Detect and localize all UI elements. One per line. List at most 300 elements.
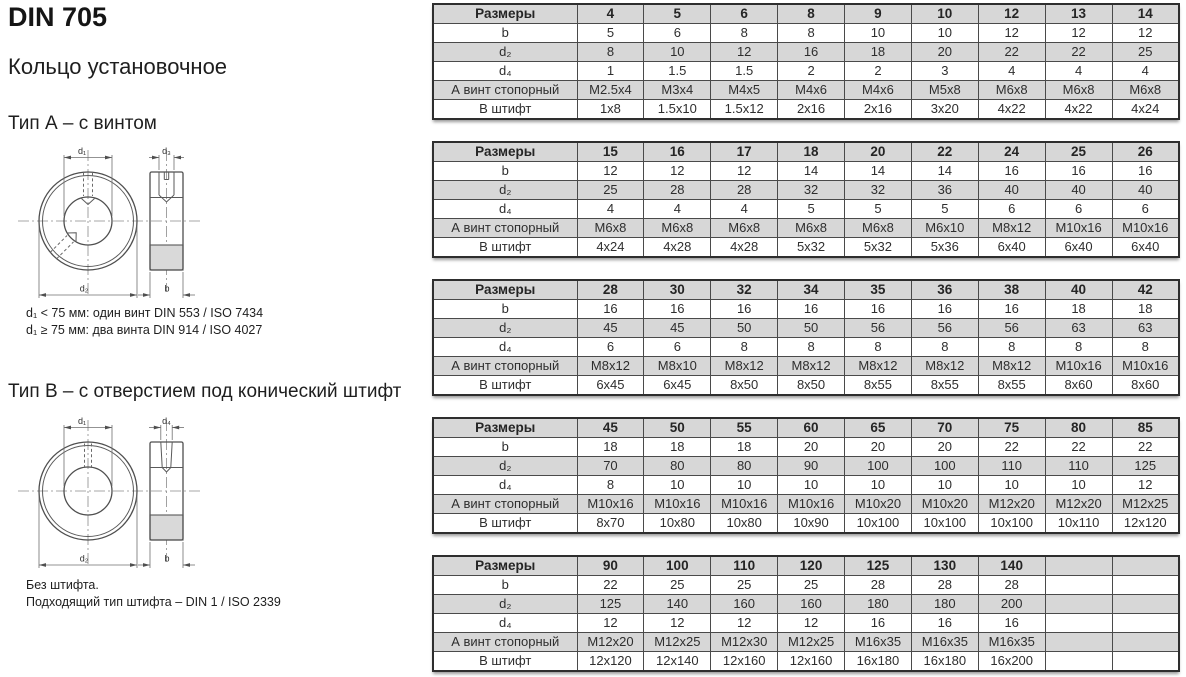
size-cell: 125 [1112, 457, 1179, 476]
note-line: Без штифта. [26, 578, 99, 592]
size-cell: 22 [1112, 438, 1179, 457]
size-cell: 14 [778, 162, 845, 181]
size-cell: 16 [778, 43, 845, 62]
size-cell [1112, 614, 1179, 633]
size-cell: 5 [644, 4, 711, 24]
table-row [433, 319, 1179, 338]
type-a-drawing [10, 142, 220, 304]
table-header-row [433, 418, 1179, 438]
size-tables [432, 3, 1180, 672]
size-cell: 22 [1045, 43, 1112, 62]
size-cell: M8x12 [978, 357, 1045, 376]
type-a-heading: Тип А – с винтом [8, 113, 157, 134]
size-cell [1045, 633, 1112, 652]
size-cell: 160 [778, 595, 845, 614]
size-cell: 8 [778, 24, 845, 43]
size-cell: 4x22 [978, 100, 1045, 120]
row-label: d₂ [433, 181, 577, 200]
size-cell: 12 [978, 4, 1045, 24]
size-cell: M6x8 [711, 219, 778, 238]
size-cell: M10x16 [1045, 219, 1112, 238]
size-cell: 4x22 [1045, 100, 1112, 120]
size-cell: 6 [1045, 200, 1112, 219]
size-cell: M10x16 [711, 495, 778, 514]
size-cell: 22 [978, 438, 1045, 457]
size-cell: 32 [778, 181, 845, 200]
row-label: b [433, 162, 577, 181]
size-cell: 13 [1045, 4, 1112, 24]
size-cell: 90 [778, 457, 845, 476]
size-cell: M6x8 [978, 81, 1045, 100]
table-row [433, 476, 1179, 495]
size-cell: 15 [577, 142, 644, 162]
size-cell: 12 [644, 162, 711, 181]
size-cell: 12x160 [778, 652, 845, 672]
size-cell: 6 [1112, 200, 1179, 219]
size-cell: 4 [1045, 62, 1112, 81]
size-cell: M6x8 [845, 219, 912, 238]
size-cell: 50 [778, 319, 845, 338]
size-cell: M16x35 [845, 633, 912, 652]
size-cell: 12 [1045, 24, 1112, 43]
size-cell: 18 [778, 142, 845, 162]
dim-label-d1: d₁ [77, 146, 87, 156]
size-cell: M10x16 [1112, 219, 1179, 238]
size-cell: 16 [644, 300, 711, 319]
size-cell: 8 [778, 4, 845, 24]
size-cell: 10 [644, 43, 711, 62]
row-label: b [433, 438, 577, 457]
size-cell [1112, 652, 1179, 672]
size-cell: 1.5x10 [644, 100, 711, 120]
size-table [432, 3, 1180, 120]
size-cell: 110 [711, 556, 778, 576]
table-row [433, 652, 1179, 672]
row-label: Размеры [433, 418, 577, 438]
table-row [433, 633, 1179, 652]
size-cell [1112, 556, 1179, 576]
size-cell: 6 [644, 24, 711, 43]
size-table [432, 555, 1180, 672]
row-label: d₂ [433, 595, 577, 614]
size-cell: 28 [577, 280, 644, 300]
size-cell: 16 [845, 300, 912, 319]
size-cell: 12x160 [711, 652, 778, 672]
row-label: d₄ [433, 200, 577, 219]
size-cell: 25 [644, 576, 711, 595]
row-label: В штифт [433, 514, 577, 534]
size-cell: 8x50 [778, 376, 845, 396]
size-cell: M10x20 [845, 495, 912, 514]
size-cell: 16x180 [845, 652, 912, 672]
size-cell: 8x60 [1045, 376, 1112, 396]
size-cell: 6 [978, 200, 1045, 219]
size-cell: 18 [1112, 300, 1179, 319]
size-cell: 18 [577, 438, 644, 457]
size-cell: 130 [911, 556, 978, 576]
size-cell: 70 [911, 418, 978, 438]
row-label: А винт стопорный [433, 633, 577, 652]
row-label: d₄ [433, 614, 577, 633]
size-cell: 22 [911, 142, 978, 162]
table-row [433, 495, 1179, 514]
size-cell: 32 [845, 181, 912, 200]
size-cell: 36 [911, 181, 978, 200]
size-cell: M6x8 [1045, 81, 1112, 100]
size-cell [1045, 556, 1112, 576]
size-cell: 10 [978, 476, 1045, 495]
size-cell: 5 [911, 200, 978, 219]
size-cell: 12 [577, 162, 644, 181]
size-cell: 36 [911, 280, 978, 300]
size-cell: M12x20 [978, 495, 1045, 514]
size-cell: M10x16 [577, 495, 644, 514]
table-row [433, 457, 1179, 476]
size-cell: M2.5x4 [577, 81, 644, 100]
size-cell: 16 [978, 162, 1045, 181]
size-cell [1112, 633, 1179, 652]
size-cell: 32 [711, 280, 778, 300]
size-cell: 4x24 [577, 238, 644, 258]
type-b-side-view [138, 416, 195, 568]
size-cell: 16 [978, 614, 1045, 633]
size-cell: 45 [577, 319, 644, 338]
dim-label-d3: d₃ [162, 146, 171, 156]
table-header-row [433, 142, 1179, 162]
size-cell: 18 [1045, 300, 1112, 319]
note-line: Подходящий тип штифта – DIN 1 / ISO 2339 [26, 595, 281, 609]
size-cell: 5x32 [845, 238, 912, 258]
size-cell: 8 [577, 43, 644, 62]
size-cell: 4 [711, 200, 778, 219]
size-cell: 17 [711, 142, 778, 162]
size-cell: 16x180 [911, 652, 978, 672]
size-cell: M12x25 [644, 633, 711, 652]
size-cell: 20 [778, 438, 845, 457]
size-cell: 8 [978, 338, 1045, 357]
size-cell: M8x10 [644, 357, 711, 376]
table-row [433, 24, 1179, 43]
size-cell: 100 [644, 556, 711, 576]
size-cell: 14 [911, 162, 978, 181]
table-row [433, 181, 1179, 200]
row-label: b [433, 576, 577, 595]
size-cell: 4x28 [711, 238, 778, 258]
size-cell: 8 [1112, 338, 1179, 357]
size-cell: 6x45 [577, 376, 644, 396]
size-cell: 140 [978, 556, 1045, 576]
size-cell: 1.5x12 [711, 100, 778, 120]
size-cell: 10 [845, 476, 912, 495]
size-cell: 5 [845, 200, 912, 219]
size-cell: 28 [911, 576, 978, 595]
size-cell: 10 [644, 476, 711, 495]
size-cell: 30 [644, 280, 711, 300]
size-cell: 38 [978, 280, 1045, 300]
row-label: В штифт [433, 376, 577, 396]
size-cell: 8 [845, 338, 912, 357]
size-cell [1112, 576, 1179, 595]
size-cell: 5x32 [778, 238, 845, 258]
size-cell: 5x36 [911, 238, 978, 258]
size-cell: 56 [978, 319, 1045, 338]
size-cell [1045, 614, 1112, 633]
size-cell: M12x20 [577, 633, 644, 652]
size-cell: 8 [1045, 338, 1112, 357]
row-label: d₄ [433, 62, 577, 81]
size-cell: 12 [711, 43, 778, 62]
size-cell: 160 [711, 595, 778, 614]
size-cell: 6 [711, 4, 778, 24]
size-cell: 4 [577, 4, 644, 24]
size-cell: 22 [1045, 438, 1112, 457]
size-cell: M8x12 [911, 357, 978, 376]
size-cell: 40 [978, 181, 1045, 200]
size-cell: 8x55 [845, 376, 912, 396]
size-cell: 2 [778, 62, 845, 81]
size-cell: 5 [577, 24, 644, 43]
size-cell: M6x8 [1112, 81, 1179, 100]
size-cell: 63 [1112, 319, 1179, 338]
size-cell: 18 [845, 43, 912, 62]
size-cell: 8x55 [978, 376, 1045, 396]
size-cell: 40 [1045, 181, 1112, 200]
size-cell: 28 [644, 181, 711, 200]
size-cell: 70 [577, 457, 644, 476]
size-cell: M4x6 [845, 81, 912, 100]
size-cell: 45 [577, 418, 644, 438]
size-cell: 25 [1112, 43, 1179, 62]
dim-label-d2: d₂ [79, 553, 89, 564]
type-a-front-view [18, 146, 200, 298]
size-cell: 10x100 [845, 514, 912, 534]
dim-label-b: b [164, 553, 170, 564]
size-cell: M3x4 [644, 81, 711, 100]
row-label: d₂ [433, 457, 577, 476]
size-cell: 9 [845, 4, 912, 24]
table-header-row [433, 556, 1179, 576]
table-row [433, 100, 1179, 120]
size-cell: 65 [845, 418, 912, 438]
size-cell: 12 [1112, 476, 1179, 495]
size-cell: 200 [978, 595, 1045, 614]
table-row [433, 200, 1179, 219]
row-label: В штифт [433, 238, 577, 258]
size-cell: 1.5 [644, 62, 711, 81]
row-label: b [433, 24, 577, 43]
note-line: d₁ ≥ 75 мм: два винта DIN 914 / ISO 4027 [26, 323, 263, 337]
table-row [433, 300, 1179, 319]
size-cell: M8x12 [978, 219, 1045, 238]
size-cell: 16 [911, 614, 978, 633]
type-b-front-view [18, 416, 200, 568]
size-cell: M16x35 [911, 633, 978, 652]
size-cell: 63 [1045, 319, 1112, 338]
size-cell: 16 [1045, 162, 1112, 181]
size-cell: 28 [845, 576, 912, 595]
size-cell: 42 [1112, 280, 1179, 300]
size-cell: 45 [644, 319, 711, 338]
size-cell: M4x5 [711, 81, 778, 100]
size-cell: 4x28 [644, 238, 711, 258]
row-label: А винт стопорный [433, 495, 577, 514]
size-cell: M5x8 [911, 81, 978, 100]
size-cell: 60 [778, 418, 845, 438]
size-cell: M6x10 [911, 219, 978, 238]
size-cell: 56 [845, 319, 912, 338]
table-row [433, 576, 1179, 595]
size-cell: 8x60 [1112, 376, 1179, 396]
size-cell: 55 [711, 418, 778, 438]
size-cell: 6x40 [978, 238, 1045, 258]
size-cell: 10 [911, 476, 978, 495]
size-cell: 34 [778, 280, 845, 300]
size-cell: 16 [577, 300, 644, 319]
type-a-notes [26, 305, 263, 339]
size-cell: 56 [911, 319, 978, 338]
size-cell: 12 [711, 614, 778, 633]
size-cell: 12 [711, 162, 778, 181]
size-cell: 16 [1112, 162, 1179, 181]
row-label: Размеры [433, 4, 577, 24]
size-cell: 8x55 [911, 376, 978, 396]
size-cell: 12 [778, 614, 845, 633]
size-cell: 8 [711, 338, 778, 357]
size-table [432, 279, 1180, 396]
size-cell: 20 [911, 43, 978, 62]
size-cell: 16 [978, 300, 1045, 319]
size-cell: M12x25 [778, 633, 845, 652]
size-cell: 10 [911, 24, 978, 43]
size-cell: M10x16 [1045, 357, 1112, 376]
size-cell: 16 [911, 300, 978, 319]
table-row [433, 81, 1179, 100]
size-cell: 3x20 [911, 100, 978, 120]
size-cell: 10 [711, 476, 778, 495]
size-cell: 80 [1045, 418, 1112, 438]
size-cell: 140 [644, 595, 711, 614]
size-cell: 1 [577, 62, 644, 81]
size-cell: 16 [711, 300, 778, 319]
note-line: d₁ < 75 мм: один винт DIN 553 / ISO 7434 [26, 306, 264, 320]
size-cell: 4 [644, 200, 711, 219]
size-cell: 8 [711, 24, 778, 43]
row-label: А винт стопорный [433, 81, 577, 100]
size-cell: 16x200 [978, 652, 1045, 672]
size-cell: 16 [845, 614, 912, 633]
size-cell: 18 [711, 438, 778, 457]
table-header-row [433, 280, 1179, 300]
size-cell: 8x70 [577, 514, 644, 534]
size-cell: M12x20 [1045, 495, 1112, 514]
size-cell: 6x45 [644, 376, 711, 396]
table-row [433, 514, 1179, 534]
size-cell: 14 [1112, 4, 1179, 24]
table-row [433, 376, 1179, 396]
table-row [433, 357, 1179, 376]
size-cell: 180 [845, 595, 912, 614]
product-name: Кольцо установочное [8, 54, 228, 79]
size-cell: 80 [711, 457, 778, 476]
size-cell: 5 [778, 200, 845, 219]
table-row [433, 162, 1179, 181]
size-cell: 10x110 [1045, 514, 1112, 534]
size-cell: 35 [845, 280, 912, 300]
size-cell: M4x6 [778, 81, 845, 100]
size-cell: 10 [1045, 476, 1112, 495]
row-label: Размеры [433, 556, 577, 576]
size-cell: 100 [845, 457, 912, 476]
size-cell: 20 [845, 142, 912, 162]
size-cell: M10x16 [778, 495, 845, 514]
size-cell [1045, 595, 1112, 614]
size-cell: M6x8 [644, 219, 711, 238]
type-b-drawing [10, 412, 220, 574]
size-cell: 1.5 [711, 62, 778, 81]
size-cell: 10 [911, 4, 978, 24]
size-cell: 16 [644, 142, 711, 162]
row-label: В штифт [433, 100, 577, 120]
table-row [433, 338, 1179, 357]
size-cell: 12x140 [644, 652, 711, 672]
size-cell: 24 [978, 142, 1045, 162]
size-cell: 40 [1112, 181, 1179, 200]
type-b-heading: Тип В – с отверстием под конический штифт [8, 381, 402, 402]
size-cell: 2x16 [778, 100, 845, 120]
size-cell: M8x12 [778, 357, 845, 376]
row-label: d₄ [433, 476, 577, 495]
size-cell: 12x120 [577, 652, 644, 672]
size-cell: 4x24 [1112, 100, 1179, 120]
size-cell: 125 [845, 556, 912, 576]
size-cell: 10x100 [978, 514, 1045, 534]
table-row [433, 43, 1179, 62]
size-cell: 10 [845, 24, 912, 43]
size-cell: 110 [1045, 457, 1112, 476]
size-cell: 100 [911, 457, 978, 476]
size-cell: 120 [778, 556, 845, 576]
size-cell: 12 [1112, 24, 1179, 43]
size-cell: 20 [911, 438, 978, 457]
size-cell: 6x40 [1112, 238, 1179, 258]
type-b-notes [26, 577, 281, 611]
size-cell [1045, 576, 1112, 595]
size-cell: M12x30 [711, 633, 778, 652]
size-cell: M8x12 [845, 357, 912, 376]
row-label: b [433, 300, 577, 319]
row-label: А винт стопорный [433, 357, 577, 376]
size-cell: M8x12 [577, 357, 644, 376]
size-cell: 12 [577, 614, 644, 633]
size-cell: 4 [1112, 62, 1179, 81]
size-cell: 6 [577, 338, 644, 357]
size-cell: 26 [1112, 142, 1179, 162]
size-cell: 80 [644, 457, 711, 476]
size-cell: 10x90 [778, 514, 845, 534]
size-cell: 75 [978, 418, 1045, 438]
size-cell: M6x8 [778, 219, 845, 238]
size-cell: M16x35 [978, 633, 1045, 652]
size-cell: 8 [911, 338, 978, 357]
size-cell: 16 [778, 300, 845, 319]
size-cell: 10x100 [911, 514, 978, 534]
size-cell: 4 [577, 200, 644, 219]
size-cell: M10x16 [1112, 357, 1179, 376]
size-cell: 3 [911, 62, 978, 81]
type-a-side-view [138, 146, 195, 298]
dim-label-d4: d₄ [162, 416, 171, 426]
size-cell: 14 [845, 162, 912, 181]
